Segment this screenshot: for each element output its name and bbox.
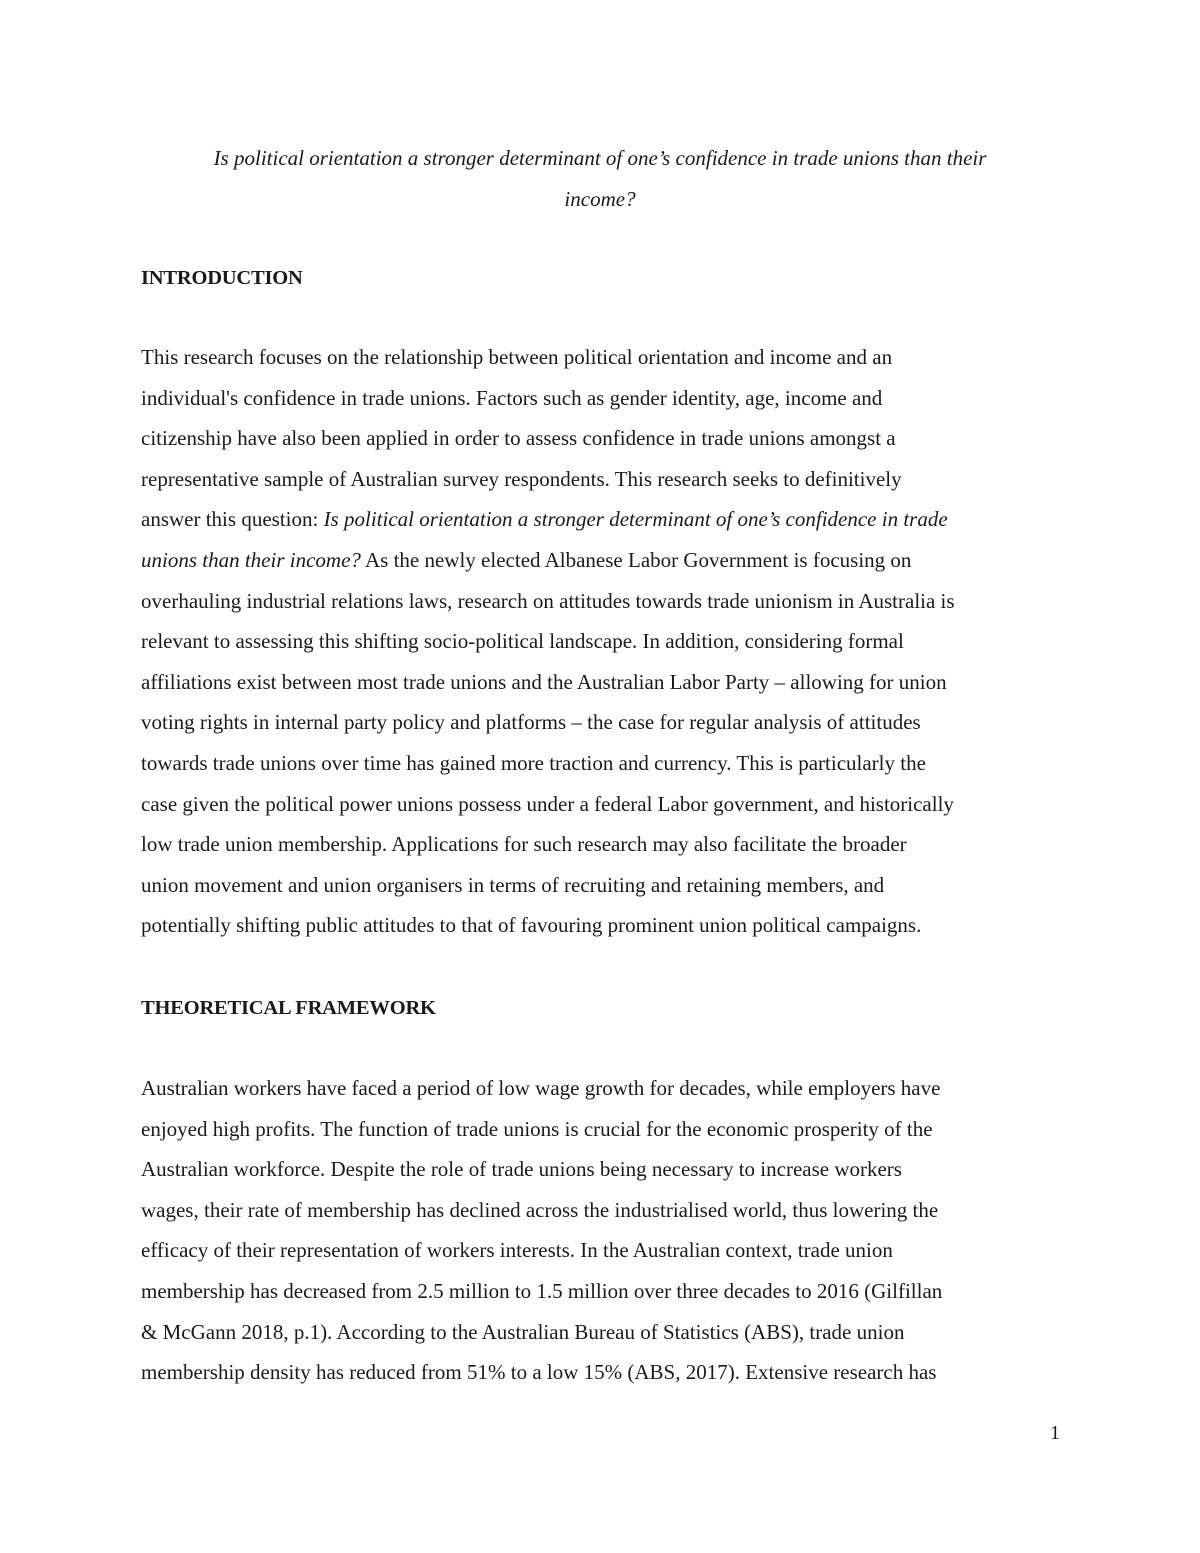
document-title [140, 138, 1060, 220]
paragraph-line: wages, their rate of membership has declined across the industrialised world, thus lowering the [141, 1197, 939, 1222]
title-line: income? [564, 187, 636, 211]
paragraph-line: enjoyed high profits. The function of trade unions is crucial for the economic prosperity of the [141, 1116, 933, 1141]
paragraph-line: union movement and union organisers in terms of recruiting and retaining members, and [141, 872, 885, 897]
theoretical-framework-heading: THEORETICAL FRAMEWORK [141, 997, 436, 1019]
research-question-text: unions than their income? [141, 547, 361, 572]
paragraph-line: This research focuses on the relationship between political orientation and income and an [141, 345, 893, 369]
introduction-heading: INTRODUCTION [141, 267, 303, 289]
paragraph-line [141, 499, 1061, 540]
paragraph-line: membership density has reduced from 51% to a low 15% (ABS, 2017). Extensive research has [141, 1360, 937, 1385]
paragraph-line: efficacy of their representation of workers interests. In the Australian context, trade union [141, 1238, 893, 1263]
paragraph-line: relevant to assessing this shifting socio-political landscape. In addition, considering formal [141, 629, 904, 654]
title-line: Is political orientation a stronger determinant of one’s confidence in trade unions than their [213, 146, 987, 170]
paragraph-line: voting rights in internal party policy and platforms – the case for regular analysis of attitudes [141, 710, 921, 735]
paragraph-line: low trade union membership. Applications for such research may also facilitate the broader [141, 832, 907, 857]
paragraph-line: representative sample of Australian survey respondents. This research seeks to definitively [141, 466, 902, 491]
introduction-paragraph [141, 337, 1061, 946]
research-question-text: Is political orientation a stronger determinant of one’s confidence in trade [323, 507, 948, 532]
line-text: As the newly elected Albanese Labor Government is focusing on [360, 547, 912, 572]
paragraph-line [141, 540, 1061, 581]
paragraph-line: potentially shifting public attitudes to that of favouring prominent union political campaigns. [141, 913, 922, 938]
paragraph-line: overhauling industrial relations laws, research on attitudes towards trade unionism in Australia is [141, 588, 955, 613]
paragraph-line: case given the political power unions possess under a federal Labor government, and historically [141, 791, 954, 816]
paragraph-line: & McGann 2018, p.1). According to the Australian Bureau of Statistics (ABS), trade union [141, 1319, 905, 1344]
theoretical-framework-paragraph [141, 1068, 1061, 1393]
paragraph-line: Australian workforce. Despite the role of trade unions being necessary to increase workers [141, 1157, 902, 1182]
paragraph-line: Australian workers have faced a period of low wage growth for decades, while employers have [141, 1076, 941, 1100]
page-number: 1 [1050, 1422, 1060, 1444]
paragraph-line: towards trade unions over time has gained more traction and currency. This is particularly the [141, 750, 926, 775]
line-text: answer this question: [141, 507, 324, 532]
paragraph-line: affiliations exist between most trade unions and the Australian Labor Party – allowing for union [141, 669, 947, 694]
paragraph-line: citizenship have also been applied in order to assess confidence in trade unions amongst a [141, 426, 896, 451]
paragraph-line: membership has decreased from 2.5 million to 1.5 million over three decades to 2016 (Gilfillan [141, 1278, 943, 1303]
paragraph-line: individual's confidence in trade unions. Factors such as gender identity, age, income and [141, 385, 883, 410]
